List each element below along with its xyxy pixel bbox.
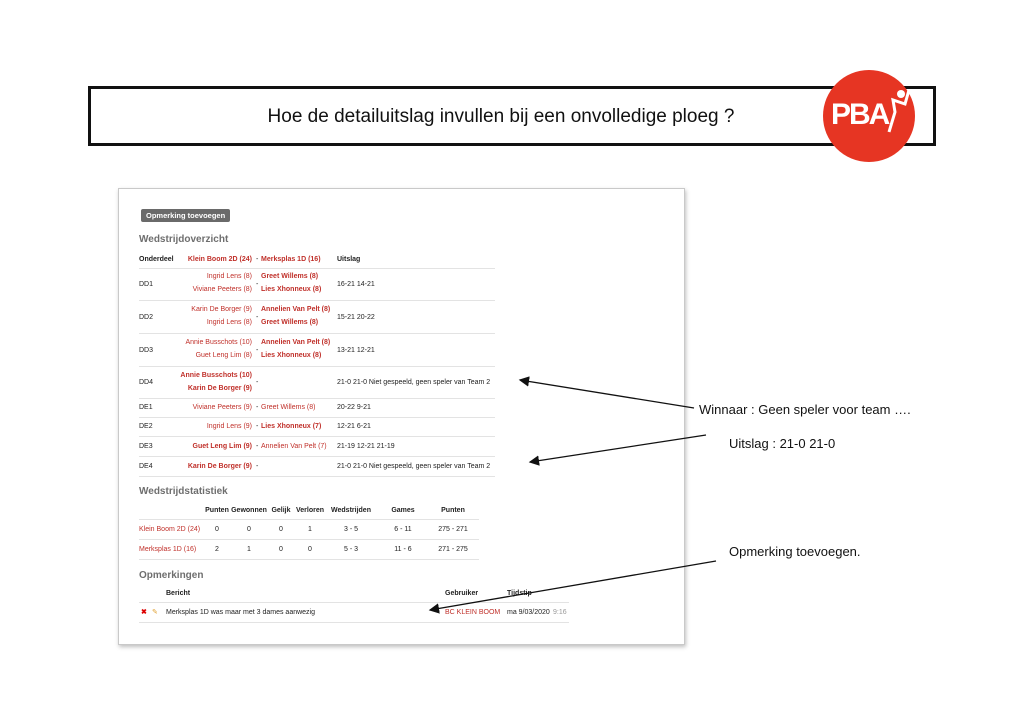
row-result: 13-21 12-21 bbox=[337, 347, 375, 354]
annotation-result: Uitslag : 21-0 21-0 bbox=[729, 436, 836, 451]
separator: - bbox=[256, 379, 259, 386]
away-player[interactable]: Greet Willems (8) bbox=[261, 273, 319, 280]
stats-cell: 275 - 271 bbox=[438, 526, 468, 533]
edit-icon[interactable]: ✎ bbox=[152, 609, 158, 616]
home-player[interactable]: Viviane Peeters (9) bbox=[192, 404, 252, 411]
row-part: DD4 bbox=[139, 379, 154, 386]
remark-message: Merksplas 1D was maar met 3 dames aanwezig bbox=[166, 609, 316, 616]
home-player[interactable]: Karin De Borger (9) bbox=[187, 385, 252, 392]
team2-link[interactable]: Merksplas 1D (16) bbox=[261, 256, 321, 263]
stats-cell: 0 bbox=[279, 546, 283, 553]
home-player[interactable]: Ingrid Lens (8) bbox=[206, 273, 252, 280]
separator: - bbox=[256, 256, 259, 263]
stats-header: Gelijk bbox=[271, 507, 291, 514]
stats-cell: 11 - 6 bbox=[394, 546, 412, 553]
separator: - bbox=[256, 314, 259, 321]
stats-header: Punten bbox=[441, 507, 465, 514]
annotation-remark: Opmerking toevoegen. bbox=[729, 544, 861, 559]
separator: - bbox=[256, 404, 259, 411]
logo-text: PBA bbox=[831, 98, 889, 131]
stats-header: Games bbox=[391, 507, 415, 514]
away-player[interactable]: Annelien Van Pelt (7) bbox=[261, 443, 327, 450]
stats-header: Verloren bbox=[295, 507, 324, 514]
row-result: 20-22 9-21 bbox=[337, 404, 371, 411]
row-result: 21-0 21-0 Niet gespeeld, geen speler van Team 2 bbox=[337, 463, 491, 470]
home-player[interactable]: Guet Leng Lim (8) bbox=[195, 352, 252, 359]
stats-cell: 5 - 3 bbox=[343, 546, 358, 553]
separator: - bbox=[256, 281, 259, 288]
away-player[interactable]: Lies Xhonneux (8) bbox=[261, 352, 322, 359]
home-player[interactable]: Ingrid Lens (9) bbox=[206, 423, 252, 430]
stats-cell: 0 bbox=[247, 526, 251, 533]
col-message: Bericht bbox=[166, 590, 191, 597]
away-player[interactable]: Lies Xhonneux (7) bbox=[261, 423, 322, 430]
stats-team-link[interactable]: Klein Boom 2D (24) bbox=[139, 526, 201, 533]
col-result: Uitslag bbox=[337, 256, 361, 263]
home-player[interactable]: Viviane Peeters (8) bbox=[192, 286, 252, 293]
home-player[interactable]: Annie Busschots (10) bbox=[185, 339, 252, 346]
row-part: DE3 bbox=[139, 443, 153, 450]
stats-cell: 271 - 275 bbox=[438, 546, 468, 553]
home-player[interactable]: Karin De Borger (9) bbox=[191, 306, 252, 313]
stats-header: Punten bbox=[205, 507, 229, 514]
home-player[interactable]: Annie Busschots (10) bbox=[180, 372, 252, 379]
row-result: 16-21 14-21 bbox=[337, 281, 375, 288]
home-player[interactable]: Karin De Borger (9) bbox=[187, 463, 252, 470]
row-part: DD3 bbox=[139, 347, 154, 354]
stats-cell: 2 bbox=[215, 546, 219, 553]
add-remark-button[interactable]: Opmerking toevoegen bbox=[141, 209, 230, 222]
home-player[interactable]: Guet Leng Lim (9) bbox=[192, 443, 252, 450]
stats-team-link[interactable]: Merksplas 1D (16) bbox=[139, 546, 197, 553]
stats-cell: 0 bbox=[215, 526, 219, 533]
away-player[interactable]: Greet Willems (8) bbox=[261, 319, 319, 326]
away-player[interactable]: Annelien Van Pelt (8) bbox=[261, 306, 331, 313]
stats-header: Gewonnen bbox=[231, 507, 267, 514]
overview-heading: Wedstrijdoverzicht bbox=[139, 234, 229, 245]
stats-cell: 0 bbox=[279, 526, 283, 533]
row-result: 21-0 21-0 Niet gespeeld, geen speler van Team 2 bbox=[337, 379, 491, 386]
remark-user-link[interactable]: BC KLEIN BOOM bbox=[445, 609, 501, 616]
home-player[interactable]: Ingrid Lens (8) bbox=[206, 319, 252, 326]
stats-cell: 6 - 11 bbox=[394, 526, 412, 533]
row-part: DE1 bbox=[139, 404, 153, 411]
arrow-result bbox=[530, 435, 706, 462]
delete-icon[interactable]: ✖ bbox=[141, 609, 147, 616]
row-part: DD1 bbox=[139, 281, 154, 288]
col-time: Tijdstip bbox=[507, 590, 532, 597]
stats-header: Wedstrijden bbox=[331, 507, 371, 514]
row-part: DE2 bbox=[139, 423, 153, 430]
stats-cell: 1 bbox=[308, 526, 312, 533]
stats-heading: Wedstrijdstatistiek bbox=[139, 486, 228, 497]
remark-time: 9:16 bbox=[553, 609, 567, 616]
slide-title: Hoe de detailuitslag invullen bij een onvolledige ploeg ? bbox=[267, 106, 735, 127]
separator: - bbox=[256, 463, 259, 470]
row-result: 21-19 12-21 21-19 bbox=[337, 443, 395, 450]
separator: - bbox=[256, 443, 259, 450]
row-part: DE4 bbox=[139, 463, 153, 470]
team1-link[interactable]: Klein Boom 2D (24) bbox=[187, 256, 252, 263]
row-result: 15-21 20-22 bbox=[337, 314, 375, 321]
remark-date: ma 9/03/2020 bbox=[507, 609, 550, 616]
annotation-winner: Winnaar : Geen speler voor team …. bbox=[699, 402, 911, 417]
row-result: 12-21 6-21 bbox=[337, 423, 371, 430]
stats-cell: 1 bbox=[247, 546, 251, 553]
row-part: DD2 bbox=[139, 314, 154, 321]
col-part: Onderdeel bbox=[139, 256, 174, 263]
separator: - bbox=[256, 347, 259, 354]
away-player[interactable]: Annelien Van Pelt (8) bbox=[261, 339, 331, 346]
away-player[interactable]: Greet Willems (8) bbox=[261, 404, 316, 411]
stats-cell: 3 - 5 bbox=[343, 526, 358, 533]
remarks-heading: Opmerkingen bbox=[139, 570, 204, 581]
arrow-remark bbox=[430, 561, 716, 610]
arrow-winner bbox=[520, 380, 694, 408]
col-user: Gebruiker bbox=[445, 590, 479, 597]
separator: - bbox=[256, 423, 259, 430]
stats-cell: 0 bbox=[308, 546, 312, 553]
away-player[interactable]: Lies Xhonneux (8) bbox=[261, 286, 322, 293]
